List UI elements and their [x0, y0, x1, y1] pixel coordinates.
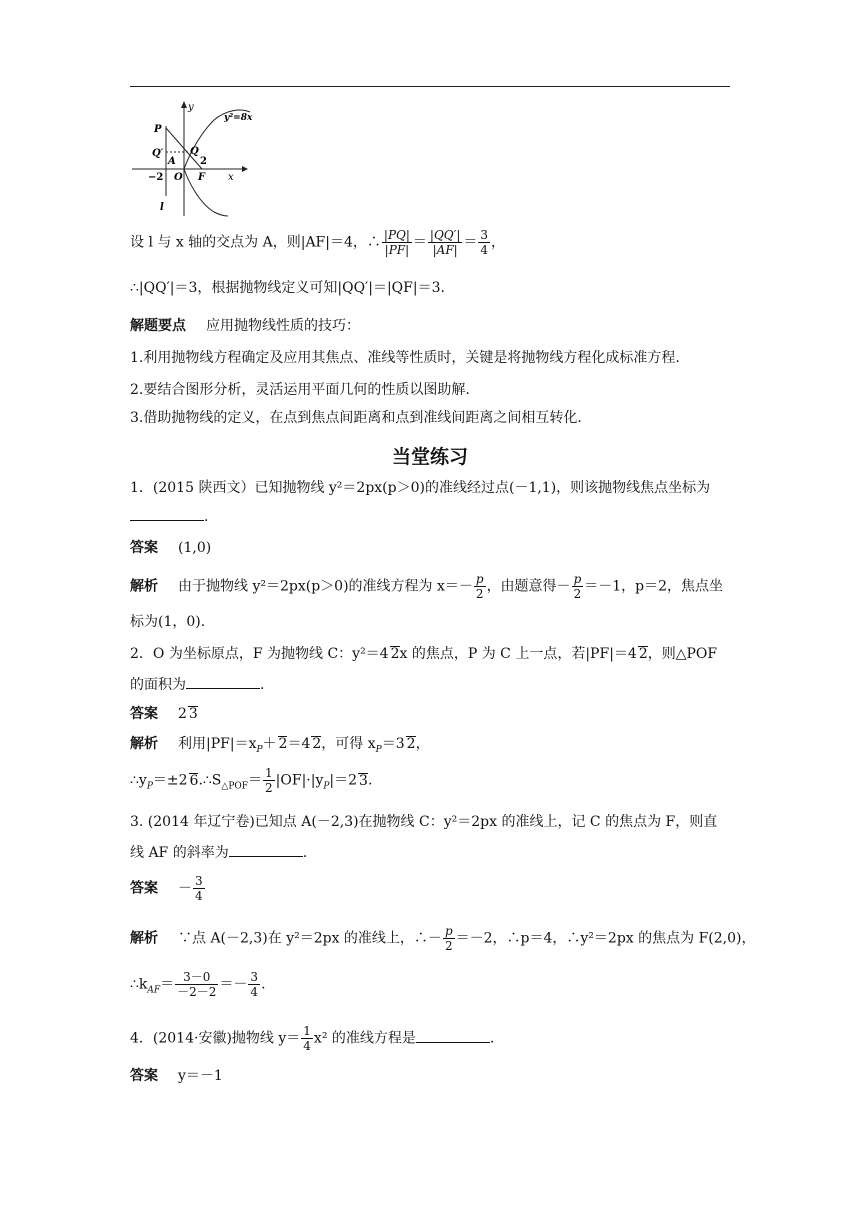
fraction: $\frac{3}{4}$ — [480, 228, 489, 257]
q1-answer: 答案 (1,0) — [130, 540, 212, 556]
y-arrow — [181, 101, 187, 108]
sqrt: 3 — [188, 706, 198, 722]
answer-blank — [186, 674, 260, 689]
sqrt: 2 — [390, 646, 400, 662]
label-Qp: Q′ — [152, 148, 164, 159]
q4-answer: 答案 y＝－1 — [130, 1068, 223, 1084]
fraction: $\frac{3}{4}$ — [250, 970, 259, 999]
solution-line-1: 设 l 与 x 轴的交点为 A，则|AF|＝4，∴ $\frac{|PQ|}{|PF|}$ ＝ $\frac{|QQ'|}{|AF|}$ ＝ $\frac{3}{4}$ ， — [130, 228, 506, 257]
q3-analysis-1: 解析 ∵点 A(－2,3)在 y²＝2px 的准线上，∴－ $\frac{p}{2}$ ＝－2，∴p＝4，∴y²＝2px 的焦点为 F(2,0)， — [130, 924, 756, 953]
parabola-figure — [130, 98, 260, 218]
label-P: P — [154, 124, 162, 135]
solution-line-2: ∴|QQ′|＝3，根据抛物线定义可知|QQ′|＝|QF|＝3. — [130, 280, 445, 296]
q1-blank: . — [130, 506, 740, 527]
q2-analysis-1: 解析 利用$|PF|=x_P+ 2=4$ 2，可得 $x_P=3$ 2， — [130, 736, 430, 755]
q3-answer: 答案 － $\frac{3}{4}$ — [130, 874, 203, 903]
q1-analysis: 解析 由于抛物线 y²＝2px(p＞0)的准线方程为 x＝－ $\frac{p}{2}$ ，由题意得－ $\frac{p}{2}$ ＝－1，p＝2，焦点坐 — [130, 572, 724, 601]
q3-text: 3. (2014 年辽宁卷)已知点 A(－2,3)在抛物线 C：y²＝2px 的准线上，记 C 的焦点为 F，则直 — [130, 814, 718, 830]
q3-text-2: 线 AF 的斜率为 . — [130, 842, 740, 863]
fraction: $\frac{|PQ|}{|PF|}$ — [383, 228, 410, 257]
label-Q: Q — [190, 146, 199, 157]
parabola-lower — [184, 169, 228, 216]
q1-text: 1．(2015 陕西文）已知抛物线 y²＝2px(p＞0)的准线经过点(－1,1)，则该抛物线焦点坐标为 — [130, 480, 711, 496]
sqrt: 2 — [312, 736, 322, 752]
label-x: x — [228, 172, 234, 183]
fraction: $\frac{1}{4}$ — [303, 1024, 311, 1053]
label-y: y — [188, 102, 194, 113]
q3-analysis-2: $\therefore k_{AF}=$ $\frac{3-0}{-2-2}$ ＝－ $\frac{3}{4}$ . — [130, 970, 266, 999]
fraction: $\frac{3}{4}$ — [195, 874, 203, 903]
label-neg2: −2 — [148, 172, 164, 183]
fraction: $\frac{p}{2}$ — [475, 572, 484, 601]
tip-2: 2.要结合图形分析，灵活运用平面几何的性质以图助解. — [130, 382, 470, 398]
sqrt: 3 — [359, 772, 368, 789]
label-l: l — [160, 202, 164, 213]
header-rule — [130, 86, 730, 87]
q4-text: 4．(2014·安徽)抛物线 y＝ $\frac{1}{4}$ x² 的准线方程是 . — [130, 1024, 495, 1053]
sqrt: 2 — [638, 646, 648, 662]
q2-analysis-2: $\therefore y_P=\pm 2$ $6.\therefore S_{\triangle POF}=$ $\frac{1}{2}$ $|OF|\cdot|y_P|=2$ 3. — [130, 766, 373, 795]
q2-text-2: 的面积为 . — [130, 674, 740, 695]
tip-1: 1.利用抛物线方程确定及应用其焦点、准线等性质时，关键是将抛物线方程化成标准方程. — [130, 350, 680, 366]
label-2: 2 — [200, 156, 207, 167]
fraction: $\frac{|QQ'|}{|AF|}$ — [429, 228, 461, 257]
answer-blank — [229, 842, 303, 857]
fraction: $\frac{p}{2}$ — [573, 572, 582, 601]
answer-blank — [416, 1028, 490, 1043]
label-O: O — [174, 172, 183, 183]
fraction: $\frac{1}{2}$ — [265, 766, 273, 795]
x-arrow — [242, 166, 248, 172]
q2-text: 2．O 为坐标原点，F 为抛物线 C：y²＝4 2x 的焦点，P 为 C 上一点，若|PF|＝4 2，则△POF — [130, 646, 718, 662]
label-F: F — [198, 172, 206, 183]
sqrt: 2 — [406, 736, 416, 752]
q2-answer: 答案 2 3 — [130, 706, 198, 722]
label-curve: y²=8x — [224, 113, 253, 123]
q1-analysis-2: 标为(1，0). — [130, 614, 206, 630]
fraction: $\frac{3-0}{-2-2}$ — [177, 970, 217, 999]
answer-blank — [130, 506, 204, 521]
sqrt: 2 — [278, 736, 288, 752]
label-A: A — [168, 156, 176, 167]
fraction: $\frac{p}{2}$ — [444, 924, 453, 953]
tip-3: 3.借助抛物线的定义，在点到焦点间距离和点到准线间距离之间相互转化. — [130, 410, 582, 426]
section-title: 当堂练习 — [391, 446, 468, 468]
tip-heading: 解题要点 应用抛物线性质的技巧： — [130, 318, 360, 334]
sqrt: 6 — [189, 772, 199, 789]
